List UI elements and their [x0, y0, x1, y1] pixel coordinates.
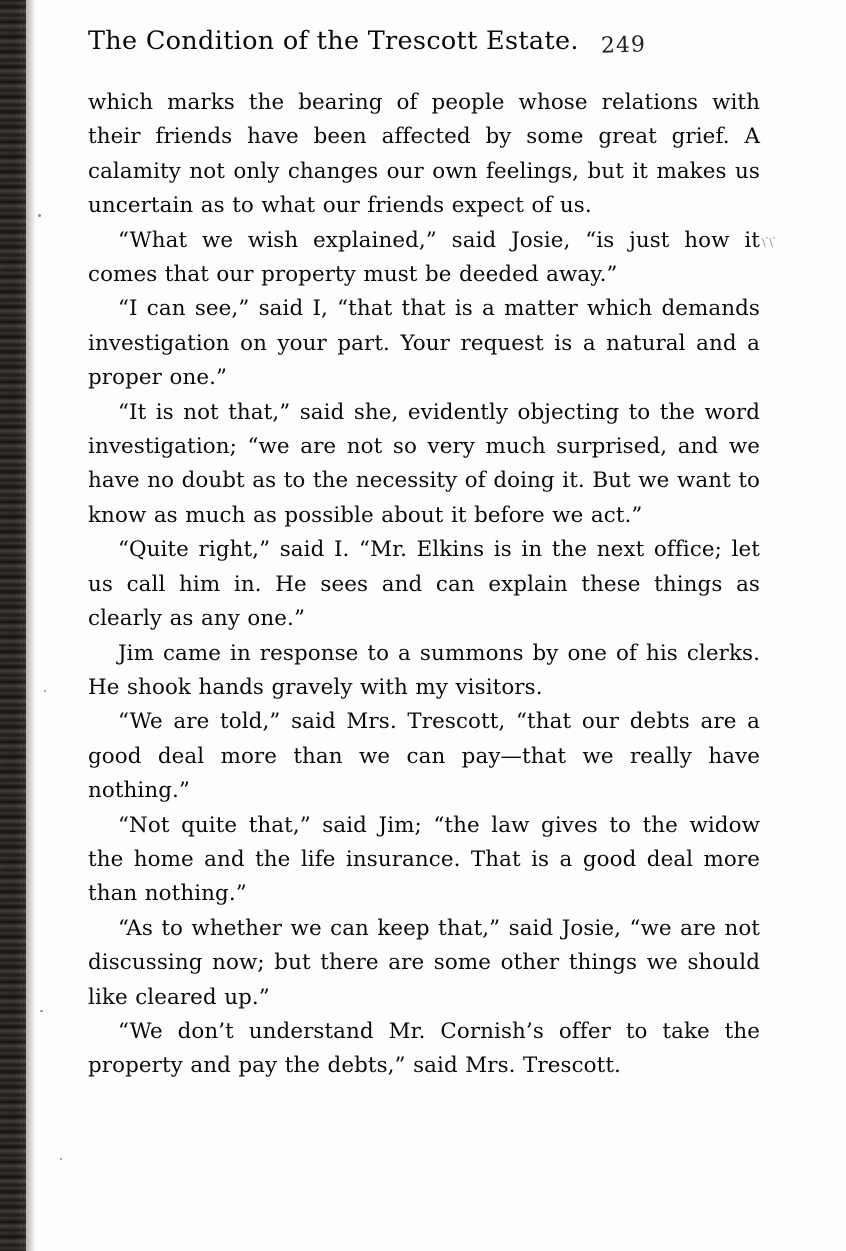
- paragraph: which marks the bearing of people whose relations with their friends have been affected by some great grief. A calamity not only changes our own feelings, but it makes us uncertain as to what our friends expect of us.: [88, 90, 760, 219]
- page-binding-edge: [0, 0, 26, 1251]
- page-number: 249: [600, 32, 647, 59]
- paragraph: “It is not that,” said she, evidently objecting to the word investigation; “we are not so very much surprised, and we have no doubt as to the necessity of doing it. But we want to know as much as possible about it before we act.”: [88, 399, 760, 528]
- paragraph: Jim came in response to a summons by one of his clerks. He shook hands gravely with my visitors.: [88, 640, 760, 700]
- page-content: [88, 26, 760, 1084]
- paragraph: “Quite right,” said I. “Mr. Elkins is in the next office; let us call him in. He sees and can explain these things as clearly as any one.”: [88, 537, 760, 632]
- scan-speck: [40, 1010, 43, 1012]
- scan-artifact: \`\`: [762, 236, 777, 249]
- page-header: [88, 26, 760, 59]
- paragraph: “As to whether we can keep that,” said Josie, “we are not discussing now; but there are some other things we should like cleared up.”: [88, 915, 760, 1010]
- scan-speck: [44, 690, 46, 692]
- paragraph: “We don’t understand Mr. Cornish’s offer to take the property and pay the debts,” said Mrs. Trescott.: [88, 1018, 760, 1079]
- paragraph: “I can see,” said I, “that that is a matter which demands investigation on your part. Your request is a natural and a proper one.”: [88, 296, 760, 391]
- scan-speck: [60, 1158, 62, 1160]
- paragraph: “We are told,” said Mrs. Trescott, “that our debts are a good deal more than we can pay—that we really have nothing.”: [88, 709, 760, 804]
- running-head: The Condition of the Trescott Estate.: [88, 26, 579, 56]
- scan-speck: [38, 214, 41, 217]
- paragraph: “Not quite that,” said Jim; “the law gives to the widow the home and the life insurance. That is a good deal more than nothing.”: [88, 812, 760, 907]
- paragraph: “What we wish explained,” said Josie, “is just how it comes that our property must be deeded away.”: [88, 227, 760, 288]
